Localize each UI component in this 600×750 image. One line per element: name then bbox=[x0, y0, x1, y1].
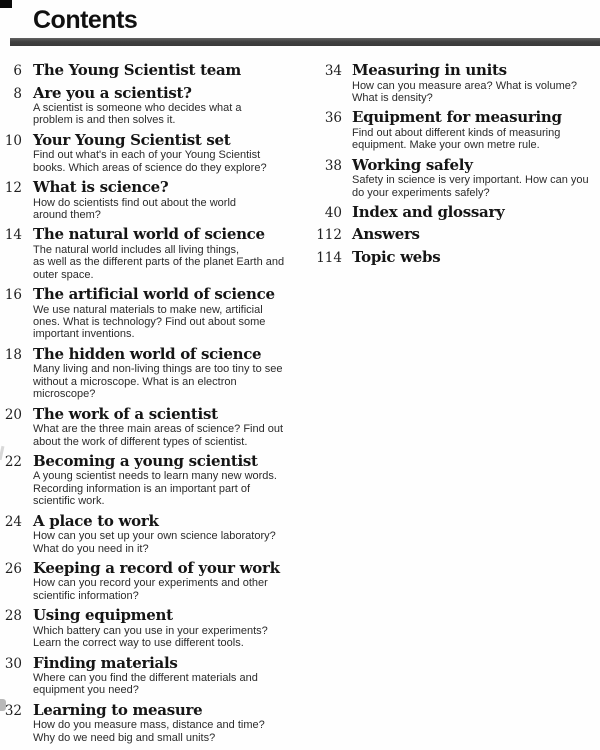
toc-entry-description-line: Recording information is an important part of bbox=[33, 482, 251, 495]
toc-entry bbox=[313, 247, 600, 267]
toc-entry-description-line: around them? bbox=[33, 209, 101, 222]
toc-entry-description-line: microscope? bbox=[33, 388, 96, 401]
toc-entry-title: Equipment for measuring bbox=[352, 108, 562, 127]
toc-page-number: 32 bbox=[4, 702, 22, 719]
toc-entry bbox=[313, 202, 600, 222]
toc-entry-description-line: important inventions. bbox=[33, 328, 135, 341]
toc-entry-description-line: scientific information? bbox=[33, 589, 139, 602]
toc-entry bbox=[0, 653, 313, 697]
toc-entry bbox=[0, 130, 313, 174]
toc-entry-body bbox=[33, 344, 313, 401]
toc-entry-description-line: ones. What is technology? Find out about some bbox=[33, 316, 266, 329]
toc-entry-description-line: equipment you need? bbox=[33, 684, 139, 697]
toc-page-number: 20 bbox=[4, 406, 22, 423]
toc-page-number: 38 bbox=[324, 157, 342, 174]
toc-entry-title: Keeping a record of your work bbox=[33, 558, 280, 577]
toc-entry-title: Topic webs bbox=[352, 247, 441, 266]
toc-page-number: 22 bbox=[4, 453, 22, 470]
toc-entry-title: Are you a scientist? bbox=[33, 83, 192, 102]
toc-entry bbox=[313, 110, 600, 151]
toc-page-number: 16 bbox=[4, 287, 22, 304]
toc-entry bbox=[0, 700, 313, 744]
toc-entry-description-line: Find out what's in each of your Young Scientist bbox=[33, 149, 261, 162]
toc-entry-description-line: What are the three main areas of science? Find out bbox=[33, 423, 284, 436]
toc-entry-title: A place to work bbox=[33, 511, 159, 530]
toc-entry-body bbox=[33, 287, 313, 341]
toc-entry-description-line: without a microscope. What is an electron bbox=[33, 375, 237, 388]
toc-entry-title: The artificial world of science bbox=[33, 285, 275, 304]
toc-entry-description-line: Safety in science is very important. How can you bbox=[352, 174, 589, 187]
toc-entry-description-line: Where can you find the different materials and bbox=[33, 672, 258, 685]
toc-entry-title: Becoming a young scientist bbox=[33, 451, 258, 470]
scan-corner-artifact bbox=[0, 0, 12, 8]
toc-page-number: 6 bbox=[13, 63, 22, 79]
toc-entry bbox=[0, 511, 313, 555]
toc-entry-title: Learning to measure bbox=[33, 700, 203, 719]
toc-entry-description-line: as well as the different parts of the planet Earth and bbox=[33, 256, 285, 269]
toc-entry-description-line: What is density? bbox=[352, 91, 433, 104]
toc-entry-description-line: Find out about different kinds of measuring bbox=[352, 126, 561, 139]
toc-entry-description-line: How can you record your experiments and other bbox=[33, 577, 268, 590]
toc-entry-title: Answers bbox=[352, 225, 420, 244]
toc-entry-title: Index and glossary bbox=[352, 202, 505, 221]
toc-entry-description-line: How can you set up your own science laboratory? bbox=[33, 530, 276, 543]
toc-entry-body bbox=[352, 227, 600, 243]
toc-entry-body bbox=[352, 155, 600, 199]
toc-entry bbox=[313, 227, 600, 244]
toc-entry-description-line: Many living and non-living things are too tiny to see bbox=[33, 363, 283, 376]
toc-entry-body bbox=[352, 63, 600, 104]
toc-entry bbox=[0, 227, 313, 281]
toc-column-right bbox=[313, 63, 600, 750]
toc-entry-description-line: We use natural materials to make new, artificial bbox=[33, 303, 263, 316]
toc-page-number: 34 bbox=[324, 63, 342, 79]
toc-columns bbox=[0, 63, 600, 750]
toc-entry-title: The Young Scientist team bbox=[33, 61, 241, 79]
toc-entry-body bbox=[33, 227, 313, 281]
toc-entry bbox=[0, 344, 313, 401]
toc-entry-description-line: outer space. bbox=[33, 268, 94, 281]
toc-entry-body bbox=[33, 700, 313, 744]
toc-entry-description-line: Which battery can you use in your experiments? bbox=[33, 624, 268, 637]
page-title: Contents bbox=[33, 6, 138, 34]
toc-entry-body bbox=[33, 83, 313, 127]
toc-entry-description-line: What do you need in it? bbox=[33, 542, 149, 555]
toc-entry-description-line: books. Which areas of science do they explore? bbox=[33, 161, 267, 174]
toc-page-number: 114 bbox=[316, 249, 342, 266]
title-rule bbox=[10, 38, 600, 46]
toc-page-number: 26 bbox=[4, 560, 22, 577]
toc-entry bbox=[313, 63, 600, 104]
toc-entry-body bbox=[33, 653, 313, 697]
toc-entry-title: Using equipment bbox=[33, 606, 173, 625]
toc-entry-title: The work of a scientist bbox=[33, 404, 218, 423]
toc-entry bbox=[0, 558, 313, 602]
toc-entry bbox=[313, 155, 600, 199]
toc-entry-body bbox=[352, 247, 600, 266]
toc-entry bbox=[0, 63, 313, 80]
toc-entry-description-line: The natural world includes all living things, bbox=[33, 243, 240, 256]
toc-entry-body bbox=[352, 110, 600, 151]
toc-page-number: 12 bbox=[4, 180, 22, 197]
toc-entry-body bbox=[33, 558, 313, 602]
toc-entry-title: Working safely bbox=[352, 155, 473, 174]
toc-entry-description-line: A scientist is someone who decides what a bbox=[33, 102, 242, 114]
toc-entry-body bbox=[33, 451, 313, 508]
toc-entry-title: Finding materials bbox=[33, 653, 178, 672]
toc-entry bbox=[0, 83, 313, 127]
toc-entry-description-line: How can you measure area? What is volume? bbox=[352, 79, 577, 92]
toc-page-number: 36 bbox=[324, 110, 342, 127]
toc-entry bbox=[0, 404, 313, 448]
toc-entry-description-line: Learn the correct way to use different tools. bbox=[33, 637, 244, 650]
toc-entry-description-line: A young scientist needs to learn many new words. bbox=[33, 470, 277, 483]
toc-entry-title: Measuring in units bbox=[352, 61, 507, 79]
toc-page-number: 112 bbox=[316, 227, 342, 244]
toc-page-number: 8 bbox=[13, 85, 22, 102]
toc-page-number: 14 bbox=[4, 227, 22, 244]
toc-entry-body bbox=[33, 608, 313, 649]
toc-entry-description-line: scientific work. bbox=[33, 495, 105, 508]
toc-entry-description-line: equipment. Make your own metre rule. bbox=[352, 139, 540, 152]
toc-entry-body bbox=[352, 202, 600, 221]
toc-entry bbox=[0, 608, 313, 649]
toc-column-left bbox=[0, 63, 313, 750]
toc-page-number: 10 bbox=[4, 132, 22, 149]
toc-entry-description-line: How do scientists find out about the world bbox=[33, 196, 237, 209]
toc-entry bbox=[0, 451, 313, 508]
toc-page-number: 24 bbox=[4, 513, 22, 530]
toc-entry-body bbox=[33, 130, 313, 174]
toc-page-number: 28 bbox=[4, 608, 22, 625]
toc-page-number: 40 bbox=[324, 204, 342, 221]
toc-entry-title: The hidden world of science bbox=[33, 344, 262, 363]
toc-page-number: 30 bbox=[4, 655, 22, 672]
toc-entry-description-line: do your experiments safely? bbox=[352, 186, 490, 199]
toc-entry-title: The natural world of science bbox=[33, 225, 265, 244]
toc-entry-body bbox=[33, 404, 313, 448]
toc-entry-description-line: Why do we need big and small units? bbox=[33, 731, 216, 744]
toc-entry-body bbox=[33, 180, 313, 221]
toc-entry-description-line: How do you measure mass, distance and time? bbox=[33, 719, 265, 732]
toc-entry-body bbox=[33, 63, 313, 79]
toc-entry-title: What is science? bbox=[33, 178, 169, 197]
toc-entry bbox=[0, 287, 313, 341]
toc-entry-description-line: about the work of different types of scientist. bbox=[33, 435, 248, 448]
toc-page-number: 18 bbox=[4, 346, 22, 363]
toc-entry-title: Your Young Scientist set bbox=[33, 130, 231, 149]
toc-entry-body bbox=[33, 511, 313, 555]
toc-entry bbox=[0, 180, 313, 221]
toc-entry-description-line: problem is and then solves it. bbox=[33, 114, 176, 127]
